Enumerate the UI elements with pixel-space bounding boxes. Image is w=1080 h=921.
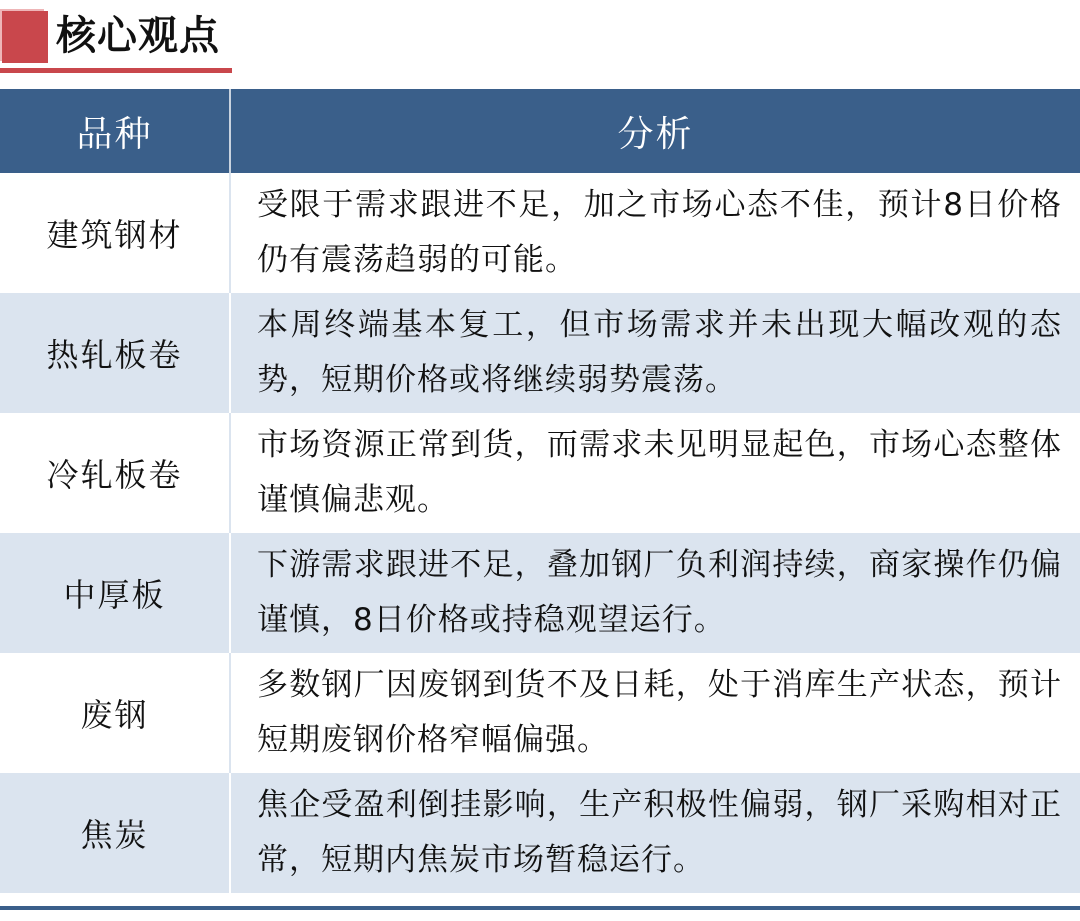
analysis-cell: 市场资源正常到货，而需求未见明显起色，市场心态整体谨慎偏悲观。 — [230, 413, 1080, 533]
table-header-row — [0, 89, 1080, 173]
analysis-cell: 受限于需求跟进不足，加之市场心态不佳，预计8日价格仍有震荡趋弱的可能。 — [230, 173, 1080, 293]
core-view-table — [0, 89, 1080, 893]
variety-cell: 废钢 — [0, 653, 230, 773]
variety-cell: 中厚板 — [0, 533, 230, 653]
analysis-cell: 焦企受盈利倒挂影响，生产积极性偏弱，钢厂采购相对正常，短期内焦炭市场暂稳运行。 — [230, 773, 1080, 893]
analysis-cell: 下游需求跟进不足，叠加钢厂负利润持续，商家操作仍偏谨慎，8日价格或持稳观望运行。 — [230, 533, 1080, 653]
analysis-cell: 多数钢厂因废钢到货不及日耗，处于消库生产状态，预计短期废钢价格窄幅偏强。 — [230, 653, 1080, 773]
table-row — [0, 533, 1080, 653]
table-row — [0, 173, 1080, 293]
variety-cell: 热轧板卷 — [0, 293, 230, 413]
variety-cell: 冷轧板卷 — [0, 413, 230, 533]
column-header-variety: 品种 — [0, 89, 230, 173]
section-underline — [0, 68, 232, 73]
variety-cell: 建筑钢材 — [0, 173, 230, 293]
table-bottom-rule — [0, 906, 1080, 910]
table-row — [0, 773, 1080, 893]
table-row — [0, 293, 1080, 413]
column-header-analysis: 分析 — [230, 89, 1080, 173]
table-row — [0, 653, 1080, 773]
title-marker — [2, 11, 48, 63]
table-row — [0, 413, 1080, 533]
analysis-cell: 本周终端基本复工，但市场需求并未出现大幅改观的态势，短期价格或将继续弱势震荡。 — [230, 293, 1080, 413]
section-header — [0, 0, 240, 75]
variety-cell: 焦炭 — [0, 773, 230, 893]
section-title: 核心观点 — [56, 13, 220, 59]
